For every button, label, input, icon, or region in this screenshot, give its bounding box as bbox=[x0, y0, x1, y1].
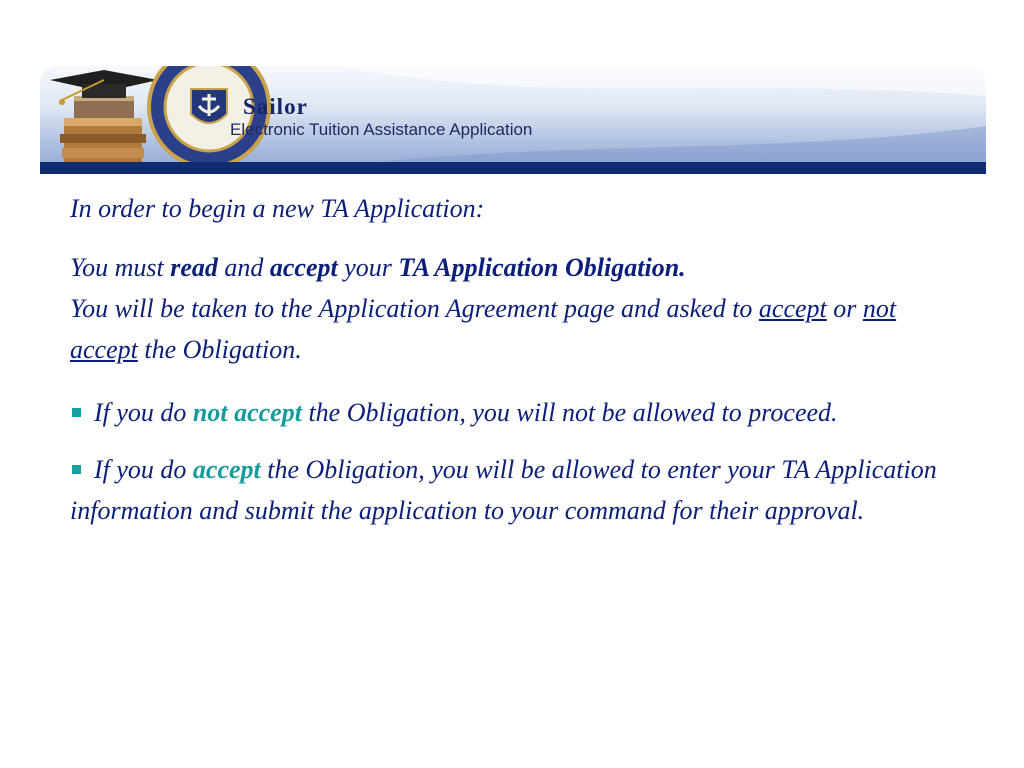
not-accept-underlined: not accept bbox=[70, 294, 897, 364]
text-fragment: and bbox=[217, 253, 270, 282]
not-accept-highlight: not accept bbox=[192, 398, 302, 427]
text-fragment: your bbox=[337, 253, 399, 282]
intro-text: In order to begin a new TA Application: bbox=[70, 194, 485, 223]
text-fragment: You must bbox=[70, 253, 171, 282]
square-bullet-icon bbox=[72, 465, 81, 474]
banner-bottom-bar bbox=[40, 162, 986, 174]
accept-underlined: accept bbox=[758, 294, 827, 323]
bullet-item-not-accept bbox=[70, 392, 970, 433]
instruction-content bbox=[70, 188, 970, 547]
text-fragment: If you do bbox=[94, 398, 193, 427]
square-bullet-icon bbox=[72, 408, 81, 417]
text-fragment: You will be taken to the Application Agreement page and asked to bbox=[70, 294, 759, 323]
accept-emphasis: accept bbox=[269, 253, 338, 282]
obligation-emphasis: TA Application Obligation. bbox=[398, 253, 686, 282]
obligation-paragraph bbox=[70, 247, 970, 370]
app-banner bbox=[40, 66, 986, 174]
text-fragment: If you do bbox=[94, 455, 193, 484]
text-fragment: the Obligation. bbox=[137, 335, 302, 364]
text-fragment: or bbox=[826, 294, 863, 323]
bullet-item-accept bbox=[70, 449, 970, 531]
text-fragment: the Obligation, you will not be allowed to proceed. bbox=[301, 398, 838, 427]
app-logo-title: Sailor bbox=[243, 94, 308, 119]
app-logo-subtitle: Electronic Tuition Assistance Application bbox=[230, 120, 533, 139]
accept-highlight: accept bbox=[192, 455, 261, 484]
read-emphasis: read bbox=[170, 253, 218, 282]
text-fragment: the Obligation, you will be allowed to enter your TA Application information and submit the application to your command for their approval. bbox=[70, 455, 937, 525]
